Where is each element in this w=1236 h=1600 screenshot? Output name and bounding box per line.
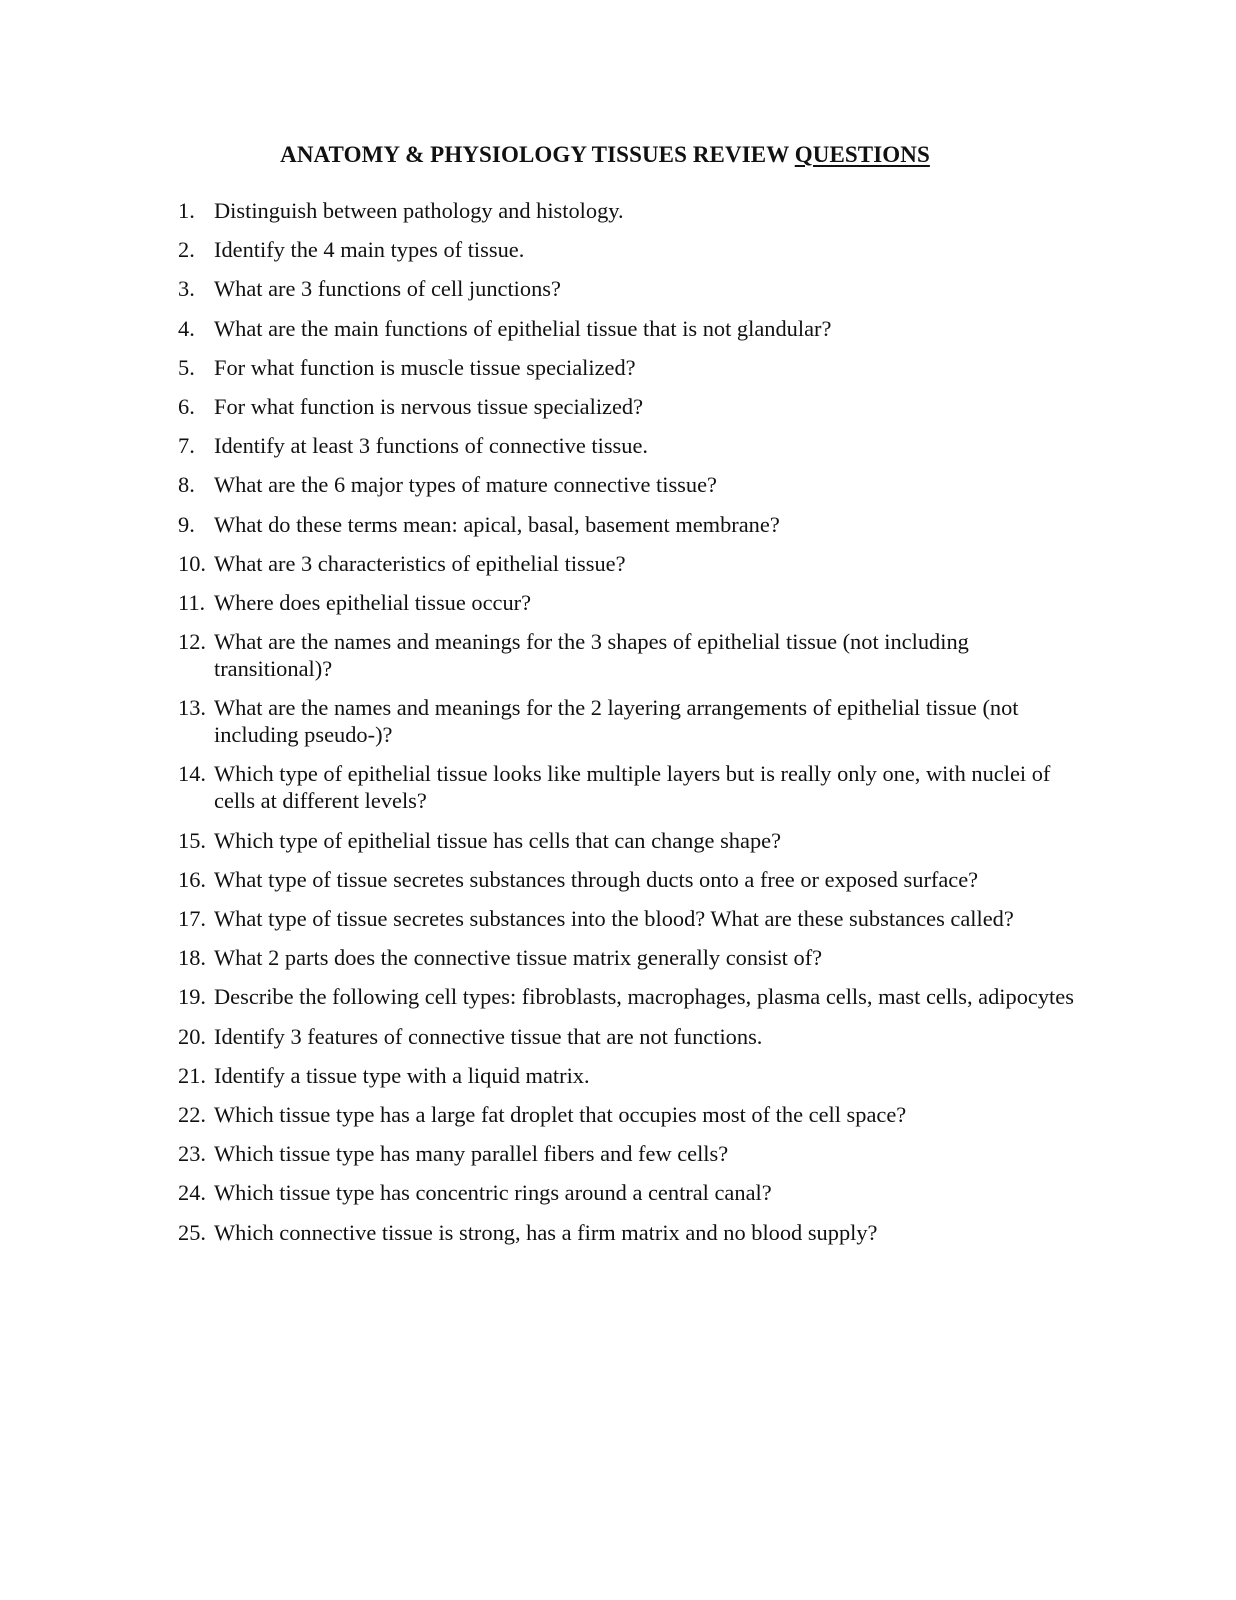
question-number: 1.: [178, 198, 195, 223]
title-main: ANATOMY & PHYSIOLOGY TISSUES REVIEW: [280, 142, 789, 167]
question-item: [178, 866, 1078, 893]
question-item: [178, 944, 1078, 971]
question-item: [178, 694, 1078, 748]
question-item: [178, 432, 1078, 459]
question-number: 23.: [178, 1141, 206, 1167]
question-text: What are the names and meanings for the 3 shapes of epithelial tissue (not including transitional)?: [214, 629, 969, 682]
question-item: [178, 1219, 1078, 1246]
question-number: 25.: [178, 1219, 206, 1245]
question-item: [178, 393, 1078, 420]
question-number: 8.: [178, 472, 195, 498]
question-number: 7.: [178, 433, 195, 459]
title-underlined-word: QUESTIONS: [794, 142, 930, 167]
question-item: [178, 628, 1078, 682]
question-text: Which type of epithelial tissue looks like multiple layers but is really only one, with nuclei of cells at different levels?: [214, 761, 1051, 814]
question-list: [178, 197, 1078, 1258]
question-number: 19.: [178, 984, 206, 1010]
question-text: Which connective tissue is strong, has a firm matrix and no blood supply?: [214, 1219, 878, 1245]
question-text: What 2 parts does the connective tissue matrix generally consist of?: [214, 945, 823, 971]
question-text: Which type of epithelial tissue has cells that can change shape?: [214, 827, 782, 853]
question-item: [178, 354, 1078, 381]
question-number: 9.: [178, 511, 195, 537]
question-text: What are 3 functions of cell junctions?: [214, 276, 561, 302]
question-item: [178, 236, 1078, 263]
question-text: What are the main functions of epithelial tissue that is not glandular?: [214, 315, 832, 341]
question-text: Identify at least 3 functions of connective tissue.: [214, 433, 649, 459]
question-number: 15.: [178, 827, 206, 853]
question-text: Identify a tissue type with a liquid matrix.: [214, 1062, 590, 1088]
question-number: 14.: [178, 761, 206, 787]
question-number: 12.: [178, 629, 206, 655]
question-text: Identify 3 features of connective tissue that are not functions.: [214, 1023, 763, 1049]
question-text: What type of tissue secretes substances into the blood? What are these substances called?: [214, 906, 1014, 931]
question-item: [178, 1062, 1078, 1089]
question-number: 2.: [178, 237, 195, 263]
question-text: Which tissue type has a large fat droplet that occupies most of the cell space?: [214, 1101, 907, 1127]
question-text: Which tissue type has many parallel fibers and few cells?: [214, 1141, 729, 1167]
question-text: What type of tissue secretes substances through ducts onto a free or exposed surface?: [214, 866, 979, 892]
question-number: 21.: [178, 1062, 206, 1088]
question-text: Which tissue type has concentric rings around a central canal?: [214, 1180, 772, 1206]
question-number: 16.: [178, 866, 206, 892]
question-number: 20.: [178, 1023, 206, 1049]
question-text: What are 3 characteristics of epithelial tissue?: [214, 550, 626, 576]
question-number: 4.: [178, 315, 195, 341]
question-item: [178, 471, 1078, 498]
question-item: [178, 197, 1078, 224]
question-text: What are the names and meanings for the 2 layering arrangements of epithelial tissue (not including pseudo-)?: [214, 695, 1019, 748]
page-title: [0, 142, 1210, 168]
question-text: For what function is nervous tissue specialized?: [214, 393, 644, 419]
question-text: What do these terms mean: apical, basal, basement membrane?: [214, 511, 780, 537]
question-item: [178, 511, 1078, 538]
question-text: Identify the 4 main types of tissue.: [214, 237, 525, 263]
question-text: Distinguish between pathology and histology.: [214, 198, 624, 223]
question-item: [178, 905, 1078, 932]
question-number: 11.: [178, 589, 206, 615]
question-number: 17.: [178, 906, 206, 931]
question-number: 5.: [178, 354, 195, 380]
question-item: [178, 589, 1078, 616]
question-item: [178, 550, 1078, 577]
question-item: [178, 1101, 1078, 1128]
question-item: [178, 983, 1078, 1010]
question-item: [178, 315, 1078, 342]
question-item: [178, 1179, 1078, 1206]
question-text: What are the 6 major types of mature connective tissue?: [214, 472, 717, 498]
question-item: [178, 275, 1078, 302]
question-item: [178, 760, 1078, 814]
question-number: 24.: [178, 1180, 206, 1206]
question-item: [178, 1023, 1078, 1050]
question-number: 10.: [178, 550, 206, 576]
question-number: 18.: [178, 945, 206, 971]
question-text: For what function is muscle tissue specialized?: [214, 354, 636, 380]
question-text: Where does epithelial tissue occur?: [214, 589, 532, 615]
question-item: [178, 827, 1078, 854]
question-item: [178, 1140, 1078, 1167]
question-text: Describe the following cell types: fibroblasts, macrophages, plasma cells, mast cells, adipocytes: [214, 984, 1074, 1010]
question-number: 13.: [178, 695, 206, 721]
question-number: 3.: [178, 276, 195, 302]
question-number: 6.: [178, 393, 195, 419]
question-number: 22.: [178, 1101, 206, 1127]
